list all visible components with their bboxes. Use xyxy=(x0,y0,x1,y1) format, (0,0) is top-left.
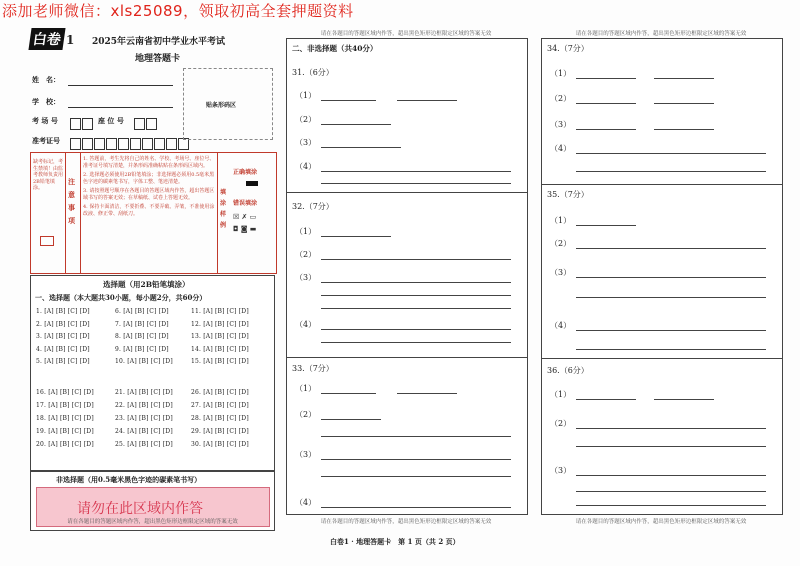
answer-line[interactable] xyxy=(576,248,766,249)
answer-line[interactable] xyxy=(654,103,714,104)
forbidden-text: 请勿在此区域内作答 xyxy=(77,501,203,517)
q35-part: （2） xyxy=(550,239,572,248)
answer-line[interactable] xyxy=(321,476,511,477)
q32-part: （4） xyxy=(295,320,317,329)
q31-part: （2） xyxy=(295,115,317,124)
right-panel xyxy=(541,38,783,515)
mc-row[interactable]: 14. [A] [B] [C] [D] xyxy=(191,345,249,353)
answer-line[interactable] xyxy=(321,507,511,508)
answer-line[interactable] xyxy=(321,329,511,330)
fill-correct-mark xyxy=(246,181,258,186)
mc-row[interactable]: 10. [A] [B] [C] [D] xyxy=(115,358,173,365)
mc-row[interactable]: 2. [A] [B] [C] [D] xyxy=(36,320,90,328)
mc-row[interactable]: 3. [A] [B] [C] [D] xyxy=(36,333,90,340)
notes-block xyxy=(30,152,277,274)
answer-line[interactable] xyxy=(321,393,376,394)
answer-line[interactable] xyxy=(576,505,766,506)
q34-part: （1） xyxy=(550,69,572,78)
answer-line[interactable] xyxy=(321,124,391,125)
answer-line[interactable] xyxy=(576,153,766,154)
note-item: 2. 选择题必须使用2B铅笔填涂；非选择题必须用0.5毫米黑色字迹的碳素笔书写，字体工整、笔迹清楚。 xyxy=(83,172,215,185)
mc-row[interactable]: 8. [A] [B] [C] [D] xyxy=(115,333,169,340)
school-label: 学 校： xyxy=(32,97,60,106)
answer-line[interactable] xyxy=(576,277,766,278)
name-field[interactable] xyxy=(68,85,173,86)
page-footer: 白卷1 · 地理答题卡 第 1 页（共 2 页） xyxy=(330,537,460,546)
answer-line[interactable] xyxy=(321,183,511,184)
mc-row[interactable]: 22. [A] [B] [C] [D] xyxy=(115,402,173,409)
mc-group xyxy=(115,306,173,369)
middle-panel xyxy=(286,38,528,515)
answer-line[interactable] xyxy=(321,436,511,437)
mc-row[interactable]: 9. [A] [B] [C] [D] xyxy=(115,345,169,353)
q31-part: （4） xyxy=(295,162,317,171)
q32-title: 32.（7分） xyxy=(292,202,334,211)
q35-title: 35.（7分） xyxy=(547,190,589,199)
answer-line[interactable] xyxy=(321,236,391,237)
section-title: 二、非选择题（共40分） xyxy=(292,44,378,53)
fill-wrong-marks: ☒ ✗ ▭ ◘ ◙ ▬ xyxy=(233,213,257,233)
mc-row[interactable]: 4. [A] [B] [C] [D] xyxy=(36,345,90,353)
name-label: 姓 名： xyxy=(32,75,60,84)
answer-line[interactable] xyxy=(576,129,636,130)
answer-line[interactable] xyxy=(576,225,636,226)
answer-line[interactable] xyxy=(321,259,511,260)
answer-line[interactable] xyxy=(321,282,511,283)
q34-title: 34.（7分） xyxy=(547,44,589,53)
q35-part: （3） xyxy=(550,268,572,277)
mc-row[interactable]: 11. [A] [B] [C] [D] xyxy=(191,308,249,315)
mc-heading: 选择题（用2B铅笔填涂） xyxy=(103,280,190,289)
answer-line[interactable] xyxy=(321,100,376,101)
mc-row[interactable]: 24. [A] [B] [C] [D] xyxy=(115,428,173,435)
mc-group xyxy=(115,386,173,451)
mc-title: 一、选择题（本大题共30小题，每小题2分，共60分） xyxy=(35,293,207,302)
nonmc-heading: 非选择题（用0.5毫米黑色字迹的碳素笔书写） xyxy=(56,475,202,484)
mc-row[interactable]: 26. [A] [B] [C] [D] xyxy=(191,389,249,396)
school-field[interactable] xyxy=(68,107,173,108)
mc-row[interactable]: 28. [A] [B] [C] [D] xyxy=(191,415,249,422)
q33-title: 33.（7分） xyxy=(292,364,334,373)
answer-line[interactable] xyxy=(576,78,636,79)
answer-line[interactable] xyxy=(576,475,766,476)
badge-text: 白卷 xyxy=(28,28,65,50)
middle-footer-note: 请在各题目的答题区域内作答，超出黑色矩形边框限定区域的答案无效 xyxy=(320,519,492,525)
mc-row[interactable]: 25. [A] [B] [C] [D] xyxy=(115,441,173,448)
fill-correct-label: 正确填涂 xyxy=(233,169,258,176)
middle-header-note: 请在各题目的答题区域内作答，超出黑色矩形边框限定区域的答案无效 xyxy=(320,31,492,37)
answer-line[interactable] xyxy=(321,459,511,460)
note-item: 3. 请按照题号顺序在各题目的答题区域内作答，超出答题区域书写的答案无效；在草稿纸、试卷上答题无效。 xyxy=(83,188,215,201)
q35-part: （4） xyxy=(550,321,572,330)
ticket-label: 准考证号 xyxy=(32,136,60,145)
answer-line[interactable] xyxy=(654,129,714,130)
note-item: 1. 答题前，考生先将自己的姓名、学校、考场号、座位号、准考证号填写清楚，并条形码准确粘贴在条形码区域内。 xyxy=(83,156,215,169)
q32-part: （1） xyxy=(295,227,317,236)
mc-row[interactable]: 27. [A] [B] [C] [D] xyxy=(191,402,249,409)
exam-title: 2025年云南省初中学业水平考试 xyxy=(92,37,226,47)
mc-row[interactable]: 18. [A] [B] [C] [D] xyxy=(36,415,94,422)
answer-line[interactable] xyxy=(654,78,714,79)
answer-line[interactable] xyxy=(576,446,766,447)
barcode-label: 贴条形码区 xyxy=(206,102,237,109)
watermark: 添加老师微信：xls25089，领取初高全套押题资料 xyxy=(2,2,354,20)
answer-line[interactable] xyxy=(397,100,457,101)
answer-line[interactable] xyxy=(576,399,636,400)
mc-row[interactable]: 17. [A] [B] [C] [D] xyxy=(36,402,94,409)
absent-box[interactable] xyxy=(40,236,54,246)
mc-row[interactable]: 1. [A] [B] [C] [D] xyxy=(36,308,90,315)
mc-block xyxy=(30,275,275,471)
mc-group xyxy=(36,386,94,451)
mc-row[interactable]: 6. [A] [B] [C] [D] xyxy=(115,308,169,315)
mc-group xyxy=(191,306,249,369)
left-column xyxy=(30,24,275,529)
answer-line[interactable] xyxy=(321,342,511,343)
notes-label: 注意事项 xyxy=(68,177,75,225)
answer-line[interactable] xyxy=(321,308,511,309)
answer-line[interactable] xyxy=(576,349,766,350)
q34-part: （3） xyxy=(550,120,572,129)
seat-boxes[interactable] xyxy=(134,115,158,134)
mc-row[interactable]: 29. [A] [B] [C] [D] xyxy=(191,428,249,435)
fill-wrong-label: 错误填涂 xyxy=(233,200,258,207)
fill-example-label: 填涂样例 xyxy=(220,189,227,229)
answer-line[interactable] xyxy=(397,393,457,394)
mc-row[interactable]: 23. [A] [B] [C] [D] xyxy=(115,415,173,422)
q31-part: （3） xyxy=(295,138,317,147)
mc-row[interactable]: 19. [A] [B] [C] [D] xyxy=(36,428,94,435)
q31-title: 31.（6分） xyxy=(292,68,334,77)
q33-part: （3） xyxy=(295,450,317,459)
mc-row[interactable]: 21. [A] [B] [C] [D] xyxy=(115,389,173,396)
q36-part: （2） xyxy=(550,419,572,428)
answer-line[interactable] xyxy=(576,330,766,331)
notes-list xyxy=(83,156,215,217)
mc-row[interactable]: 12. [A] [B] [C] [D] xyxy=(191,320,249,328)
mc-row[interactable]: 7. [A] [B] [C] [D] xyxy=(115,320,169,328)
answer-line[interactable] xyxy=(321,147,401,148)
badge-number: 1 xyxy=(66,33,75,47)
answer-line[interactable] xyxy=(576,297,766,298)
answer-line[interactable] xyxy=(576,428,766,429)
mc-row[interactable]: 13. [A] [B] [C] [D] xyxy=(191,333,249,340)
q34-part: （4） xyxy=(550,144,572,153)
right-header-note: 请在各题目的答题区域内作答，超出黑色矩形边框限定区域的答案无效 xyxy=(575,31,747,37)
q36-title: 36.（6分） xyxy=(547,366,589,375)
right-footer-note: 请在各题目的答题区域内作答，超出黑色矩形边框限定区域的答案无效 xyxy=(575,519,747,525)
q33-part: （1） xyxy=(295,384,317,393)
mc-group xyxy=(36,306,90,369)
q32-part: （2） xyxy=(295,250,317,259)
room-boxes[interactable] xyxy=(70,115,94,134)
note-item: 4. 保持卡面清洁，不要折叠、不要弄破、弄皱，不准使用涂改液、修正带、刮纸刀。 xyxy=(83,204,215,217)
answer-line[interactable] xyxy=(576,171,766,172)
q32-part: （3） xyxy=(295,273,317,282)
answer-line[interactable] xyxy=(321,171,511,172)
answer-line[interactable] xyxy=(576,491,766,492)
barcode-area xyxy=(183,68,273,140)
mc-row[interactable]: 20. [A] [B] [C] [D] xyxy=(36,441,94,448)
q35-part: （1） xyxy=(550,216,572,225)
card-title: 地理答题卡 xyxy=(135,54,181,64)
q36-part: （3） xyxy=(550,466,572,475)
q33-part: （2） xyxy=(295,410,317,419)
q31-part: （1） xyxy=(295,91,317,100)
answer-line[interactable] xyxy=(654,399,714,400)
left-footer-note: 请在各题目的答题区域内作答，超出黑色矩形边框限定区域的答案无效 xyxy=(67,519,238,525)
mc-row[interactable]: 5. [A] [B] [C] [D] xyxy=(36,358,90,365)
answer-line[interactable] xyxy=(576,103,636,104)
q34-part: （2） xyxy=(550,94,572,103)
mc-row[interactable]: 16. [A] [B] [C] [D] xyxy=(36,389,94,396)
mc-group xyxy=(191,386,249,451)
q33-part: （4） xyxy=(295,498,317,507)
card-badge xyxy=(30,28,74,50)
mc-row[interactable]: 30. [A] [B] [C] [D] xyxy=(191,441,249,448)
seat-label: 座 位 号 xyxy=(98,116,124,125)
room-label: 考 场 号 xyxy=(32,116,58,125)
answer-line[interactable] xyxy=(321,295,511,296)
mc-row[interactable]: 15. [A] [B] [C] [D] xyxy=(191,358,249,365)
absent-stamp: 缺考标记，考生禁填！由监考教师负责用2B铅笔填涂。 xyxy=(33,159,64,191)
answer-line[interactable] xyxy=(321,419,381,420)
q36-part: （1） xyxy=(550,390,572,399)
